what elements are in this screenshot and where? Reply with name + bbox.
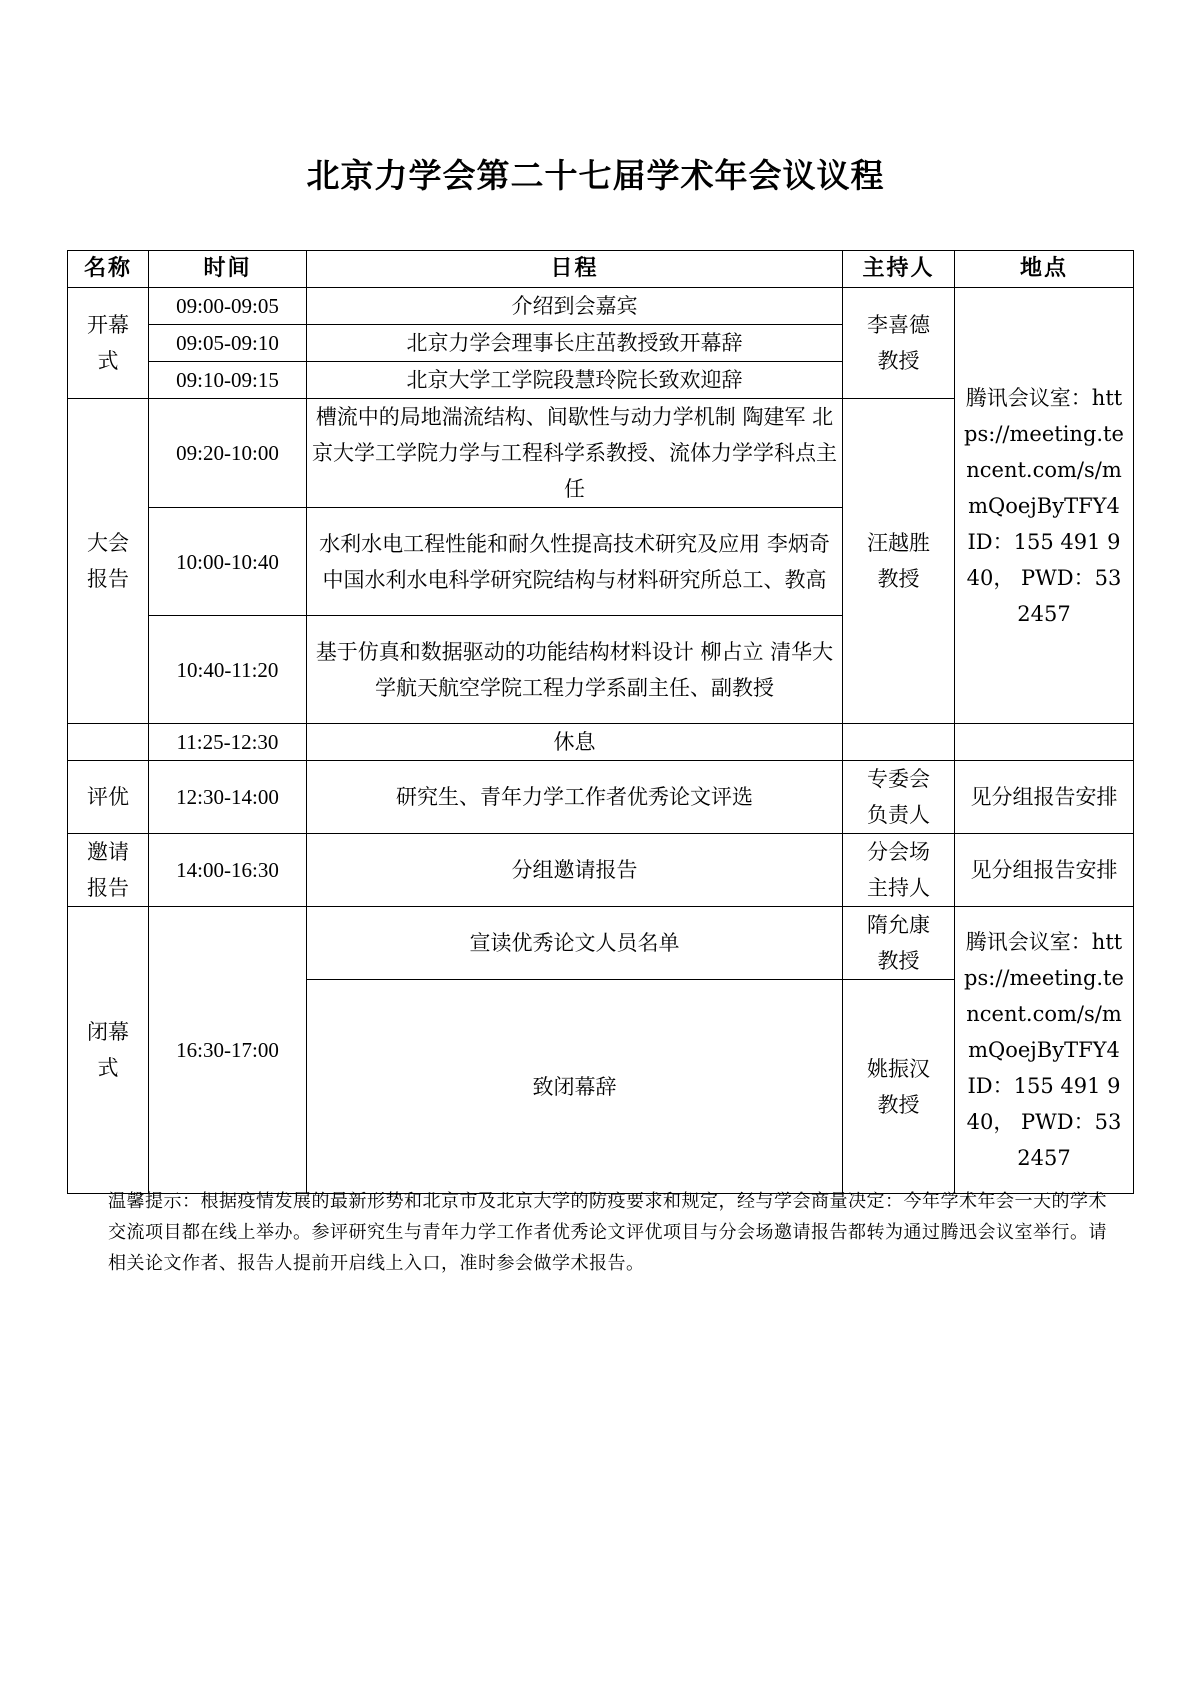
schedule-cell: 研究生、青年力学工作者优秀论文评选 (307, 761, 843, 834)
table-row (68, 761, 1134, 834)
host-cell (843, 724, 955, 761)
schedule-cell: 分组邀请报告 (307, 834, 843, 907)
schedule-cell: 北京大学工学院段慧玲院长致欢迎辞 (307, 362, 843, 399)
host-cell: 隋允康教授 (843, 907, 955, 980)
host-cell: 专委会负责人 (843, 761, 955, 834)
header-host: 主持人 (843, 251, 955, 288)
time-cell: 09:10-09:15 (149, 362, 307, 399)
schedule-cell: 基于仿真和数据驱动的功能结构材料设计 柳占立 清华大学航天航空学院工程力学系副主任、副教授 (307, 616, 843, 724)
header-schedule: 日程 (307, 251, 843, 288)
table-row (68, 907, 1134, 980)
schedule-cell: 水利水电工程性能和耐久性提高技术研究及应用 李炳奇 中国水利水电科学研究院结构与材料研究所总工、教高 (307, 508, 843, 616)
header-venue: 地点 (955, 251, 1134, 288)
time-cell: 14:00-16:30 (149, 834, 307, 907)
section-break (68, 724, 149, 761)
venue-cell (955, 724, 1134, 761)
header-time: 时间 (149, 251, 307, 288)
time-cell: 09:20-10:00 (149, 399, 307, 508)
time-cell: 16:30-17:00 (149, 907, 307, 1194)
schedule-cell: 槽流中的局地湍流结构、间歇性与动力学机制 陶建军 北京大学工学院力学与工程科学系教授、流体力学学科点主任 (307, 399, 843, 508)
venue-cell: 腾讯会议室：https://meeting.tencent.com/s/mmQoejByTFY4 ID：155 491 940， PWD：532457 (955, 288, 1134, 724)
host-cell: 姚振汉教授 (843, 980, 955, 1194)
time-cell: 10:40-11:20 (149, 616, 307, 724)
time-cell: 10:00-10:40 (149, 508, 307, 616)
table-row (68, 288, 1134, 325)
venue-cell: 见分组报告安排 (955, 761, 1134, 834)
host-cell: 汪越胜教授 (843, 399, 955, 724)
section-closing: 闭幕式 (68, 907, 149, 1194)
venue-cell: 见分组报告安排 (955, 834, 1134, 907)
schedule-cell: 休息 (307, 724, 843, 761)
agenda-table (67, 250, 1134, 1194)
time-cell: 09:05-09:10 (149, 325, 307, 362)
footnote: 温馨提示：根据疫情发展的最新形势和北京市及北京大学的防疫要求和规定，经与学会商量决定：今年学术年会一天的学术交流项目都在线上举办。参评研究生与青年力学工作者优秀论文评优项目与分会场邀请报告都转为通过腾迅会议室举行。请相关论文作者、报告人提前开启线上入口，准时参会做学术报告。 (108, 1191, 1107, 1274)
schedule-cell: 介绍到会嘉宾 (307, 288, 843, 325)
time-cell: 09:00-09:05 (149, 288, 307, 325)
header-row (68, 251, 1134, 288)
page-title: 北京力学会第二十七届学术年会议议程 (306, 156, 885, 195)
header-name: 名称 (68, 251, 149, 288)
schedule-cell: 致闭幕辞 (307, 980, 843, 1194)
schedule-cell: 北京力学会理事长庄茁教授致开幕辞 (307, 325, 843, 362)
host-cell: 分会场主持人 (843, 834, 955, 907)
section-opening: 开幕式 (68, 288, 149, 399)
time-cell: 11:25-12:30 (149, 724, 307, 761)
venue-cell: 腾讯会议室：https://meeting.tencent.com/s/mmQoejByTFY4 ID：155 491 940， PWD：532457 (955, 907, 1134, 1194)
section-plenary: 大会报告 (68, 399, 149, 724)
time-cell: 12:30-14:00 (149, 761, 307, 834)
section-invited: 邀请报告 (68, 834, 149, 907)
table-row (68, 724, 1134, 761)
section-award: 评优 (68, 761, 149, 834)
table-row (68, 834, 1134, 907)
host-cell: 李喜德教授 (843, 288, 955, 399)
schedule-cell: 宣读优秀论文人员名单 (307, 907, 843, 980)
